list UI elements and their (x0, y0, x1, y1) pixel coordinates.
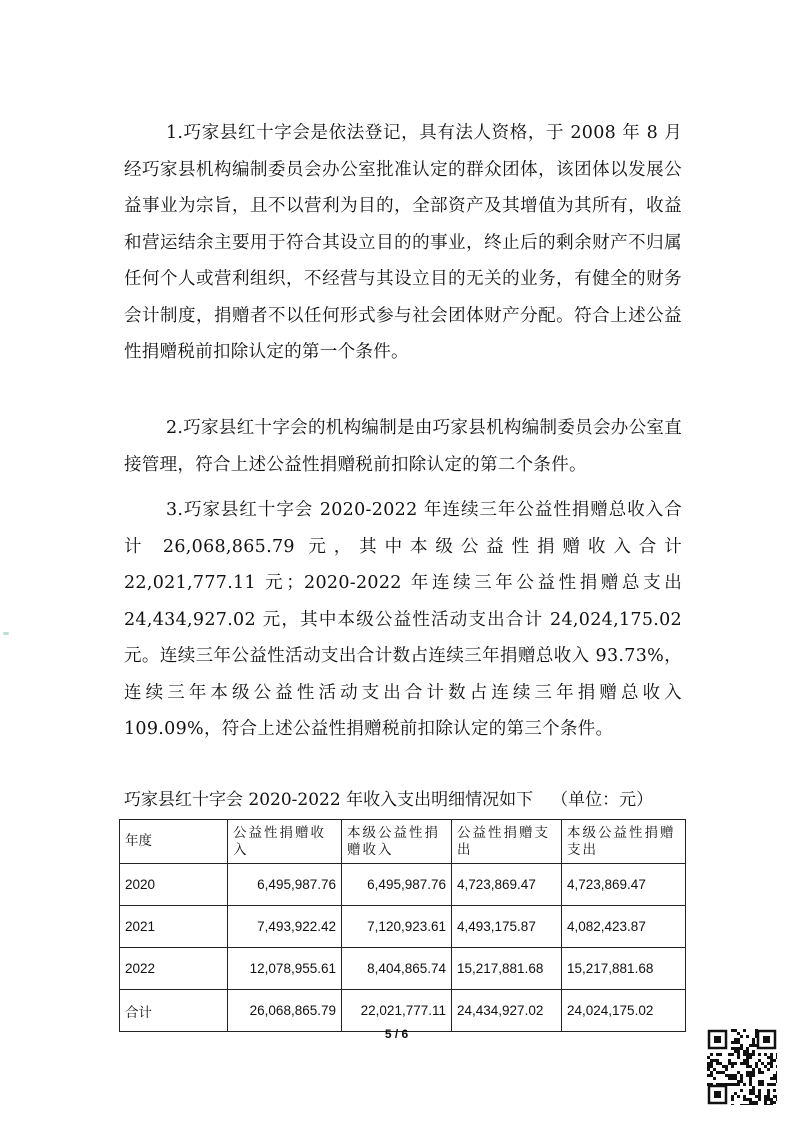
qr-code-icon (707, 1029, 777, 1105)
cell-local-income: 7,120,923.61 (342, 906, 452, 948)
paragraph-text: 1.巧家县红十字会是依法登记，具有法人资格，于 2008 年 8 月经巧家县机构编制委员会办公室批准认定的群众团体，该团体以发展公益事业为宗旨，且不以营利为目的，全部资产及其增值为其所有，收益和营运结余主要用于符合其设立目的的事业，终止后的剩余财产不归属任何个人或营利组织，不经营与其设立目的无关的业务，有健全的财务会计制度，捐赠者不以任何形式参与社会团体财产分配。符合上述公益性捐赠税前扣除认定的第一个条件。 (124, 123, 682, 362)
cell-income: 12,078,955.61 (228, 948, 342, 990)
cell-local-income: 22,021,777.11 (342, 990, 452, 1032)
table-total-row (120, 990, 686, 1032)
cell-local-expense: 15,217,881.68 (562, 948, 686, 990)
cell-year: 2022 (120, 948, 228, 990)
header-expense: 公益性捐赠支出 (452, 820, 562, 864)
header-year: 年度 (120, 820, 228, 864)
cell-income: 26,068,865.79 (228, 990, 342, 1032)
cell-local-expense: 4,723,869.47 (562, 864, 686, 906)
cell-expense: 24,434,927.02 (452, 990, 562, 1032)
paragraph-condition-3 (124, 492, 682, 748)
cell-local-income: 8,404,865.74 (342, 948, 452, 990)
paragraph-condition-2 (124, 410, 682, 483)
cell-income: 6,495,987.76 (228, 864, 342, 906)
paragraph-text: 2.巧家县红十字会的机构编制是由巧家县机构编制委员会办公室直接管理，符合上述公益性捐赠税前扣除认定的第二个条件。 (124, 418, 682, 475)
header-income: 公益性捐赠收入 (228, 820, 342, 864)
cell-expense: 4,493,175.87 (452, 906, 562, 948)
income-expense-table (119, 819, 686, 1032)
table-row (120, 864, 686, 906)
cell-total-label: 合计 (120, 990, 228, 1032)
cell-local-expense: 24,024,175.02 (562, 990, 686, 1032)
table-row (120, 948, 686, 990)
cell-expense: 15,217,881.68 (452, 948, 562, 990)
paragraph-text: 3.巧家县红十字会 2020-2022 年连续三年公益性捐赠总收入合计 26,068,865.79 元，其中本级公益性捐赠收入合计 22,021,777.11 元；2020-2022 年连续三年公益性捐赠总支出 24,434,927.02 元，其中本级公益性活动支出合计 24,024,175.02 元。连续三年公益性活动支出合计数占连续三年捐赠总收入 93.73%，连续三年本级公益性活动支出合计数占连续三年捐赠总收入 109.09%，符合上述公益性捐赠税前扣除认定的第三个条件。 (124, 500, 682, 739)
header-local-income: 本级公益性捐赠收入 (342, 820, 452, 864)
table-header-row (120, 820, 686, 864)
table-row (120, 906, 686, 948)
cell-year: 2021 (120, 906, 228, 948)
cell-year: 2020 (120, 864, 228, 906)
page-number: 5 / 6 (384, 1027, 409, 1041)
cell-income: 7,493,922.42 (228, 906, 342, 948)
cell-local-expense: 4,082,423.87 (562, 906, 686, 948)
scan-mark (3, 632, 9, 635)
header-local-expense: 本级公益性捐赠支出 (562, 820, 686, 864)
table-caption (124, 784, 694, 816)
table-unit: （单位：元） (551, 790, 654, 810)
table-caption-text: 巧家县红十字会 2020-2022 年收入支出明细情况如下 (124, 790, 534, 810)
paragraph-condition-1 (124, 115, 682, 371)
cell-expense: 4,723,869.47 (452, 864, 562, 906)
cell-local-income: 6,495,987.76 (342, 864, 452, 906)
